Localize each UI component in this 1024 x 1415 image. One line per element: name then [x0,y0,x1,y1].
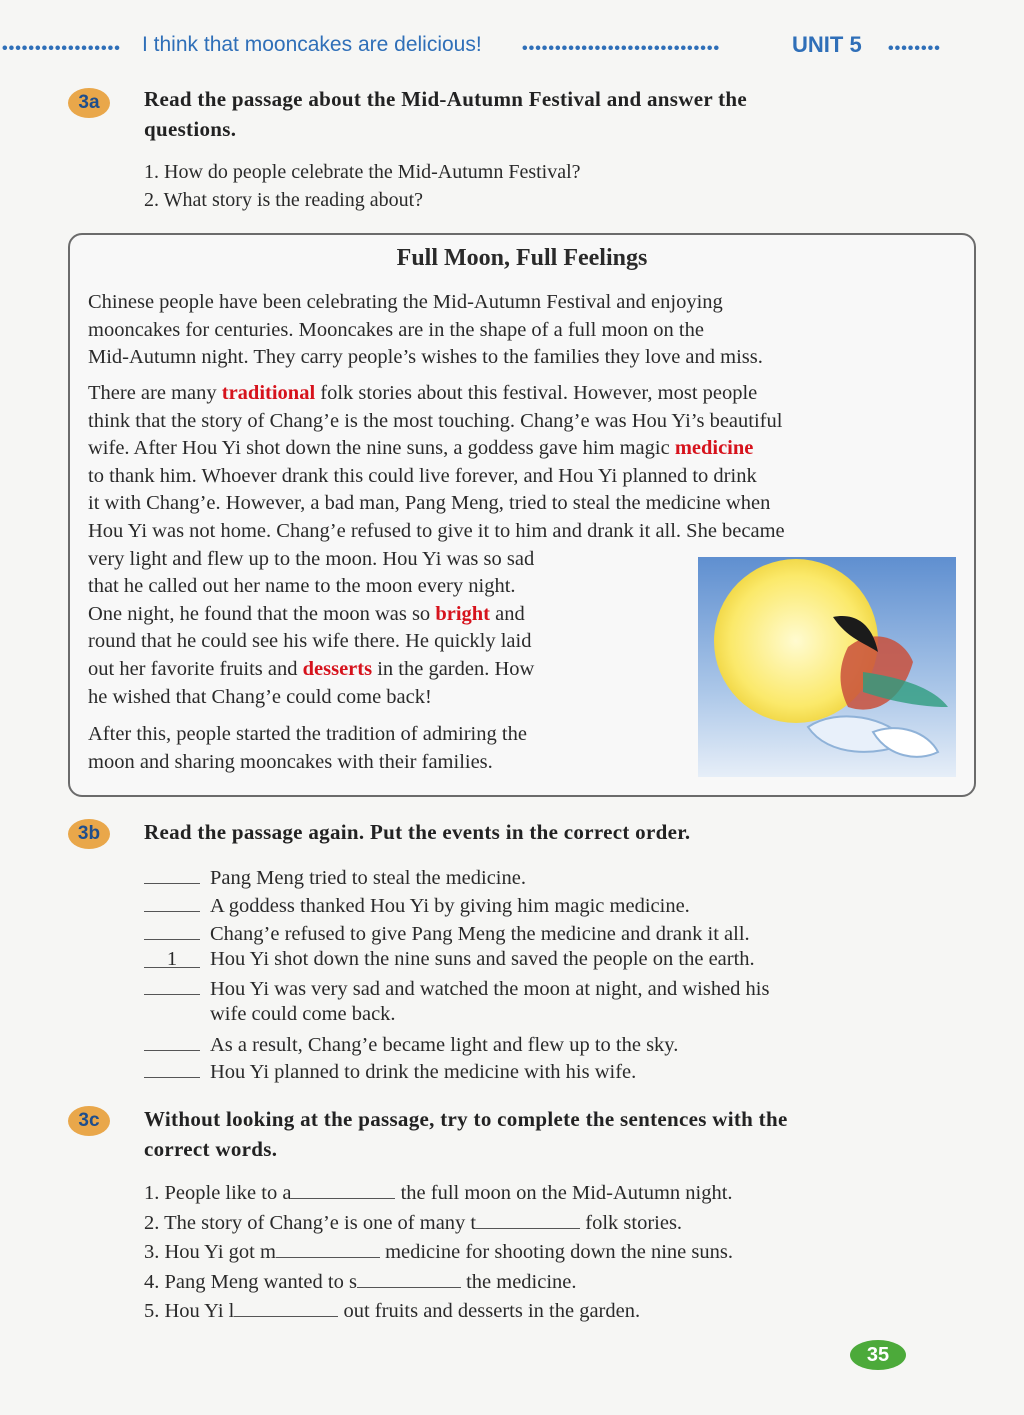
header-dots-right: •••••••• [888,40,941,57]
event-row [144,917,750,948]
passage-line: out her favorite fruits and desserts in the garden. How [88,657,535,680]
order-blank[interactable] [144,1055,200,1078]
reading-passage-box [68,233,976,797]
order-blank[interactable] [144,889,200,912]
unit-label: UNIT 5 [792,32,862,57]
passage-line: round that he could see his wife there. He quickly laid [88,630,532,653]
event-text: Chang’e refused to give Pang Meng the medicine and drank it all. [210,923,750,945]
keyword-desserts: desserts [302,657,373,680]
fill-blank[interactable] [291,1178,395,1199]
instruction-3a-line2: questions. [144,117,237,141]
event-text: Hou Yi planned to drink the medicine with his wife. [210,1061,637,1083]
unit-title: I think that mooncakes are delicious! [142,33,482,56]
passage-line: very light and flew up to the moon. Hou Yi was so sad [88,547,535,570]
passage-line: mooncakes for centuries. Mooncakes are in the shape of a full moon on the [88,318,704,341]
event-row [144,861,526,892]
keyword-bright: bright [435,602,490,625]
question-list [144,158,581,214]
event-row [144,945,755,973]
instruction-3c-line2: correct words. [144,1137,278,1161]
question-item: 1. How do people celebrate the Mid-Autumn Festival? [144,161,581,183]
fill-blank[interactable] [276,1237,380,1258]
order-blank[interactable] [144,1028,200,1051]
event-row [144,889,690,920]
sentence-item: 2. The story of Chang’e is one of many t folk stories. [144,1208,733,1238]
sentence-item: 1. People like to a the full moon on the Mid-Autumn night. [144,1178,733,1208]
event-text: Hou Yi was very sad and watched the moon at night, and wished his [210,978,770,1000]
page-number: 35 [850,1340,906,1370]
fill-blank[interactable] [234,1296,338,1317]
event-text: A goddess thanked Hou Yi by giving him magic medicine. [210,895,690,917]
fill-blank[interactable] [357,1267,461,1288]
passage-line: he wished that Chang’e could come back! [88,685,432,708]
passage-line: think that the story of Chang’e is the most touching. Chang’e was Hou Yi’s beautiful [88,409,783,432]
event-text: As a result, Chang’e became light and flew up to the sky. [210,1034,679,1056]
section-badge-3c: 3c [68,1106,110,1136]
passage-line: moon and sharing mooncakes with their families. [88,750,493,773]
passage-paragraph-3 [88,721,527,776]
order-blank[interactable]: 1 [144,945,200,968]
event-text: Hou Yi shot down the nine suns and saved the people on the earth. [210,948,755,970]
instruction-3c [144,1104,788,1164]
passage-line: it with Chang’e. However, a bad man, Pang Meng, tried to steal the medicine when [88,492,771,515]
section-badge-3a: 3a [68,88,110,118]
passage-line: wife. After Hou Yi shot down the nine suns, a goddess gave him magic medicine [88,437,754,460]
passage-line: Mid-Autumn night. They carry people’s wishes to the families they love and miss. [88,346,763,369]
change-flying-to-moon-illustration [698,557,956,777]
event-row [144,972,769,1003]
passage-title: Full Moon, Full Feelings [396,245,648,271]
passage-paragraph-2 [88,380,785,711]
header-dots-left: •••••••••••••••••• [2,40,121,57]
passage-line: There are many traditional folk stories about this festival. However, most people [88,382,758,404]
page-header [0,30,1024,64]
order-blank[interactable] [144,917,200,940]
keyword-traditional: traditional [221,382,316,404]
event-row-continuation: wife could come back. [210,1003,396,1025]
passage-line: Hou Yi was not home. Chang’e refused to give it to him and drank it all. She became [88,519,785,542]
section-badge-3b: 3b [68,819,110,849]
event-row [144,1055,636,1086]
passage-line: that he called out her name to the moon every night. [88,575,516,598]
passage-paragraph-1 [88,289,763,372]
sentence-list [144,1178,733,1326]
passage-line: to thank him. Whoever drank this could live forever, and Hou Yi planned to drink [88,464,757,487]
passage-line: One night, he found that the moon was so bright and [88,602,525,625]
instruction-3a-line1: Read the passage about the Mid-Autumn Festival and answer the [144,87,748,111]
passage-line: Chinese people have been celebrating the Mid-Autumn Festival and enjoying [88,291,723,313]
order-blank[interactable] [144,972,200,995]
event-text: Pang Meng tried to steal the medicine. [210,867,526,889]
sentence-item: 3. Hou Yi got m medicine for shooting down the nine suns. [144,1237,733,1267]
instruction-3a [144,84,747,144]
instruction-3c-line1: Without looking at the passage, try to complete the sentences with the [144,1107,788,1131]
order-blank[interactable] [144,861,200,884]
instruction-3b: Read the passage again. Put the events in the correct order. [144,820,691,844]
sentence-item: 4. Pang Meng wanted to s the medicine. [144,1267,733,1297]
fill-blank[interactable] [476,1208,580,1229]
keyword-medicine: medicine [674,437,754,460]
sentence-item: 5. Hou Yi l out fruits and desserts in the garden. [144,1296,733,1326]
question-item: 2. What story is the reading about? [144,189,424,211]
passage-line: After this, people started the tradition of admiring the [88,723,527,745]
header-dots-middle: •••••••••••••••••••••••••••••• [522,40,721,57]
